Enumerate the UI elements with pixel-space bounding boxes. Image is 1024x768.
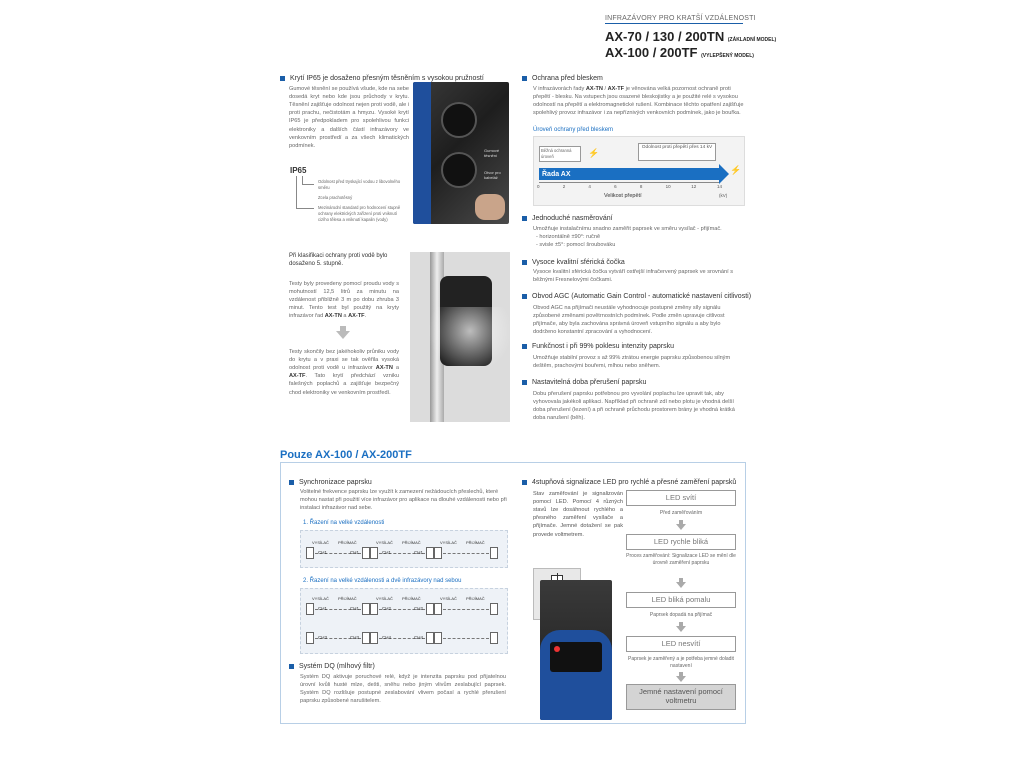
receiver-device [490, 603, 498, 615]
led-caption-before: Před zaměřováním [659, 510, 703, 516]
sync-diagram-1 [300, 530, 508, 568]
receiver-device [426, 632, 434, 644]
ip65-bracket-3 [302, 184, 314, 185]
channel-label: CH1 [318, 550, 328, 555]
channel-label: CH1 [318, 606, 328, 611]
chart-ticks [537, 184, 723, 190]
channel-label: CH2 [414, 606, 424, 611]
transmitter-label: VYSÍLAČ [376, 540, 393, 545]
bullet-square-icon [522, 76, 527, 81]
interrupt-heading: Nastavitelná doba přerušení paprsku [522, 378, 646, 387]
chart-tick-label: 0 [537, 184, 540, 189]
water-test-photo [410, 252, 510, 422]
ip65-text: Gumové těsnění se používá všude, kde na sebe dosedá kryt nebo kde jsou průchody v krytu. Těsnění zajišťuje odolnost nejen proti vodě, ale i proti prachu, nečistotám a hmyzu. Vysoké krytí IP65 je předpokladem pro spolehlivou funkci elektroniky a dalších částí infrazávory ve venkovním prostředí a za všech klimatických podmínek. [289, 86, 409, 149]
lightning-heading: Ochrana před bleskem [522, 74, 603, 83]
led-step-fast: LED rychle bliká [626, 534, 736, 550]
led-step-voltmeter: Jemné nastavení pomocí voltmetru [626, 684, 736, 710]
channel-label: CH3 [318, 635, 328, 640]
ip65-heading: Krytí IP65 je dosaženo přesným těsněním s vysokou pružností [280, 74, 484, 83]
catalog-section-label: INFRAZÁVORY PRO KRATŠÍ VZDÁLENOSTI [605, 15, 756, 22]
chart-tick-label: 14 [717, 184, 723, 189]
chart-axis-label: Velikost přepětí [604, 193, 642, 199]
chart-tick-label: 12 [691, 184, 697, 189]
arrow-down-icon [676, 626, 686, 632]
ip65-bracket-4 [296, 208, 314, 209]
tf-only-title: Pouze AX-100 / AX-200TF [280, 449, 412, 461]
photo-label-cable-hole: Otvor pro kabeláž [484, 170, 501, 181]
easy-align-heading: Jednoduché nasměrování [522, 214, 613, 223]
chart-box-normal: Běžná ochranná úroveň [539, 146, 581, 162]
receiver-label: PŘIJÍMAČ [402, 596, 421, 601]
ip65-code: IP65 [290, 166, 307, 175]
chart-tick-label: 8 [639, 184, 643, 189]
easy-align-horizontal: - horizontálně ±90°: ručně [536, 234, 601, 240]
lightning-chart-title: Úroveň ochrany před bleskem [533, 127, 614, 133]
product-title-enhanced-suffix: (VYLEPŠENÝ MODEL) [701, 53, 754, 59]
chart-bar-arrow-icon [719, 164, 729, 184]
led-text: Stav zaměřování je signalizován pomocí LED. Pomocí 4 různých stavů lze dosáhnout rychlého a přesného zaměření vysílače a přijímače. Jemné dotažení se pak provede voltmetrem. [533, 491, 623, 538]
chart-axis-unit: (kV) [719, 193, 728, 198]
led-step-off: LED nesvítí [626, 636, 736, 652]
bullet-square-icon [289, 664, 294, 669]
led-step-on: LED svítí [626, 490, 736, 506]
product-title-basic [605, 28, 776, 46]
bullet-square-icon [522, 380, 527, 385]
transmitter-label: VYSÍLAČ [312, 596, 329, 601]
led-caption-hits: Paprsek dopadá na přijímač [649, 612, 713, 618]
transmitter-device [306, 632, 314, 644]
bullet-square-icon [522, 344, 527, 349]
transmitter-label: VYSÍLAČ [312, 540, 329, 545]
easy-align-vertical: - svisle ±5°: pomocí šroubováku [536, 242, 616, 248]
channel-label: CH1 [414, 550, 424, 555]
receiver-label: PŘIJÍMAČ [338, 596, 357, 601]
transmitter-label: VYSÍLAČ [376, 596, 393, 601]
receiver-label: PŘIJÍMAČ [338, 540, 357, 545]
ip65-legend-water: Odolnost před tryskající vodou z libovolného směru [318, 179, 401, 191]
sync-sub2: 2. Řazení na velké vzdálenosti a dvě infrazávory nad sebou [303, 578, 462, 584]
chart-tick-label: 4 [588, 184, 591, 189]
dq-text: Systém DQ aktivuje poruchové relé, když je intenzita paprsku pod přijatelnou úrovní kvůli husté mlze, dešti, sněhu nebo jiným vlivům zeslabující paprsek. Systém DQ rozlišuje postupné zeslabování vlivem počasí a rychlé přerušení paprsku způsobené narušitelem. [300, 674, 506, 705]
header-divider [605, 23, 743, 24]
product-title-enhanced-models: AX-100 / 200TF [605, 45, 698, 60]
transmitter-label: VYSÍLAČ [440, 540, 457, 545]
water-text-1: Testy byly provedeny pomocí proudu vody s mohutností 12,5 litrů za minutu na vzdálenost přibližně 3 m po dobu zhruba 3 minut. Tento test byl použitý na kryty infrazávor řad AX-TN a AX-TF. [289, 281, 399, 320]
lightning-chart [533, 136, 745, 206]
bullet-square-icon [522, 216, 527, 221]
transmitter-device [306, 547, 314, 559]
receiver-device [426, 547, 434, 559]
arrow-down-icon [676, 524, 686, 530]
chart-tick-label: 2 [562, 184, 566, 189]
channel-label: CH3 [350, 635, 360, 640]
channel-label: CH1 [382, 550, 392, 555]
lightning-bolt-icon: ⚡ [730, 165, 742, 175]
led-caption-aligning: Proces zaměřování: Signalizace LED se mění dle úrovně zaměření paprsku [626, 553, 736, 566]
bullet-square-icon [522, 294, 527, 299]
sync-heading: Synchronizace paprsku [289, 478, 372, 487]
lightning-text: V infrazávorách řady AX-TN / AX-TF je věnována velká pozornost ochraně proti přepětí - blesku. Na vstupech jsou osazené bleskojistky a je použité relé s vysokou odolností na přepětí a elektromagnetické rušení. Kombinace těchto opatření zajišťuje spolehlivý provoz infrazávor i za nepříznivých venkovních podmínek, jako je bouřka. [533, 86, 744, 117]
transmitter-device [306, 603, 314, 615]
bullet-square-icon [289, 480, 294, 485]
ip65-bracket-2 [302, 176, 303, 184]
product-title-basic-models: AX-70 / 130 / 200TN [605, 29, 725, 44]
arrow-down-icon [676, 582, 686, 588]
transmitter-device [434, 547, 442, 559]
receiver-label: PŘIJÍMAČ [466, 540, 485, 545]
arrow-down-icon [676, 676, 686, 682]
lens-heading: Vysoce kvalitní sférická čočka [522, 258, 625, 267]
ip65-legend-standard: Mezinárodní standard pro hodnocení stupně ochrany elektrických zařízení proti vniknutí cizího tělesa a vniknutí kapalin (vody) [318, 205, 401, 223]
transmitter-device [370, 632, 378, 644]
receiver-device [490, 547, 498, 559]
channel-label: CH1 [350, 606, 360, 611]
led-heading: 4stupňová signalizace LED pro rychlé a přesné zaměření paprsků [522, 478, 736, 487]
beam-line [443, 638, 489, 639]
sync-sub1: 1. Řazení na velké vzdálenosti [303, 520, 385, 526]
bullet-square-icon [522, 480, 527, 485]
photo-label-gasket: Gumové těsnění [484, 148, 500, 159]
led-device-photo [540, 580, 612, 720]
channel-label: CH4 [414, 635, 424, 640]
transmitter-label: VYSÍLAČ [440, 596, 457, 601]
receiver-device [426, 603, 434, 615]
channel-label: CH1 [350, 550, 360, 555]
product-title-basic-suffix: (ZÁKLADNÍ MODEL) [727, 37, 777, 43]
receiver-label: PŘIJÍMAČ [466, 596, 485, 601]
chart-tick-label: 6 [614, 184, 617, 189]
func99-text: Umožňuje stabilní provoz s až 99% ztrátou energie paprsku způsobenou silným deštěm, prachovými bouřemi, mlhou nebo sněhem. [533, 355, 731, 370]
channel-label: CH4 [382, 635, 392, 640]
water-heading: Při klasifikaci ochrany proti vodě bylo dosaženo 5. stupně. [289, 253, 388, 268]
water-text-2: Testy skončily bez jakéhokoliv průniku vody do krytu a v praxi se tak ověřila vysoká odolnost proti vodě u infrazávor AX-TN a AX-TF. Tato krytí předchází vzniku falešných poplachů a zajišťuje bezpečný chod elektroniky ve venkovním prostředí. [289, 349, 399, 396]
transmitter-device [434, 632, 442, 644]
bullet-square-icon [522, 260, 527, 265]
agc-text: Obvod AGC na přijímači neustále vyhodnocuje postupné změny síly signálu způsobené změnami povětrnostních podmínek. Podle změn upravuje citlivost přijímače, aby byla zachována správná úroveň vstupního signálu a aby bylo dodrženo konstantní zpracování a vyhodnocení. [533, 305, 725, 336]
arrow-down-icon [336, 326, 350, 339]
lightning-bolt-icon: ⚡ [588, 148, 600, 158]
lens-text: Vysoce kvalitní sférická čočka vytváří ostřejší infračervený paprsek ve srovnání s běžnými Fresnelovými čočkami. [533, 269, 734, 284]
transmitter-device [370, 547, 378, 559]
chart-bar-label: Řada AX [542, 171, 571, 178]
agc-heading: Obvod AGC (Automatic Gain Control - automatické nastavení citlivosti) [522, 292, 751, 301]
receiver-device [362, 547, 370, 559]
receiver-device [362, 632, 370, 644]
receiver-label: PŘIJÍMAČ [402, 540, 421, 545]
ip65-photo [413, 82, 509, 224]
ip65-bracket [296, 176, 297, 208]
led-step-slow: LED bliká pomalu [626, 592, 736, 608]
chart-box-14kv: Odolnost proti přepětí přes 14 kV [638, 143, 716, 161]
beam-line [443, 553, 489, 554]
led-caption-aligned: Paprsek je zaměřený a je potřeba jemné doladit nastavení [628, 656, 734, 669]
product-title-enhanced [605, 44, 754, 62]
dq-heading: Systém DQ (mlhový filtr) [289, 662, 375, 671]
interrupt-text: Dobu přerušení paprsku potřebnou pro vyvolání poplachu lze upravit tak, aby vyhovovala jakékoli aplikaci. Například při ochraně zdí nebo plotu je vhodná delší doba přerušení (lezení) a při ochraně průchodu prostorem brány je vhodná krátká doba narušení (běh). [533, 391, 735, 422]
transmitter-device [434, 603, 442, 615]
beam-line [443, 609, 489, 610]
sync-text: Volitelné frekvence paprsku lze využít k zamezení nežádoucích přeslechů, které mohou nastat při použití více infrazávor pro aplikace na dlouhé vzdálenosti nebo při instalaci infrazávor nad sebe. [300, 489, 507, 512]
ip65-legend-dust: Zcela prachotěsný [318, 195, 353, 200]
channel-label: CH2 [382, 606, 392, 611]
bullet-square-icon [280, 76, 285, 81]
chart-axis [539, 182, 719, 183]
easy-align-text: Umožňuje instalačnímu snadno zaměřit paprsek ve směru vysílač - přijímač. [533, 226, 722, 232]
chart-tick-label: 10 [665, 184, 671, 189]
receiver-device [362, 603, 370, 615]
receiver-device [490, 632, 498, 644]
transmitter-device [370, 603, 378, 615]
func99-heading: Funkčnost i při 99% poklesu intenzity paprsku [522, 342, 674, 351]
